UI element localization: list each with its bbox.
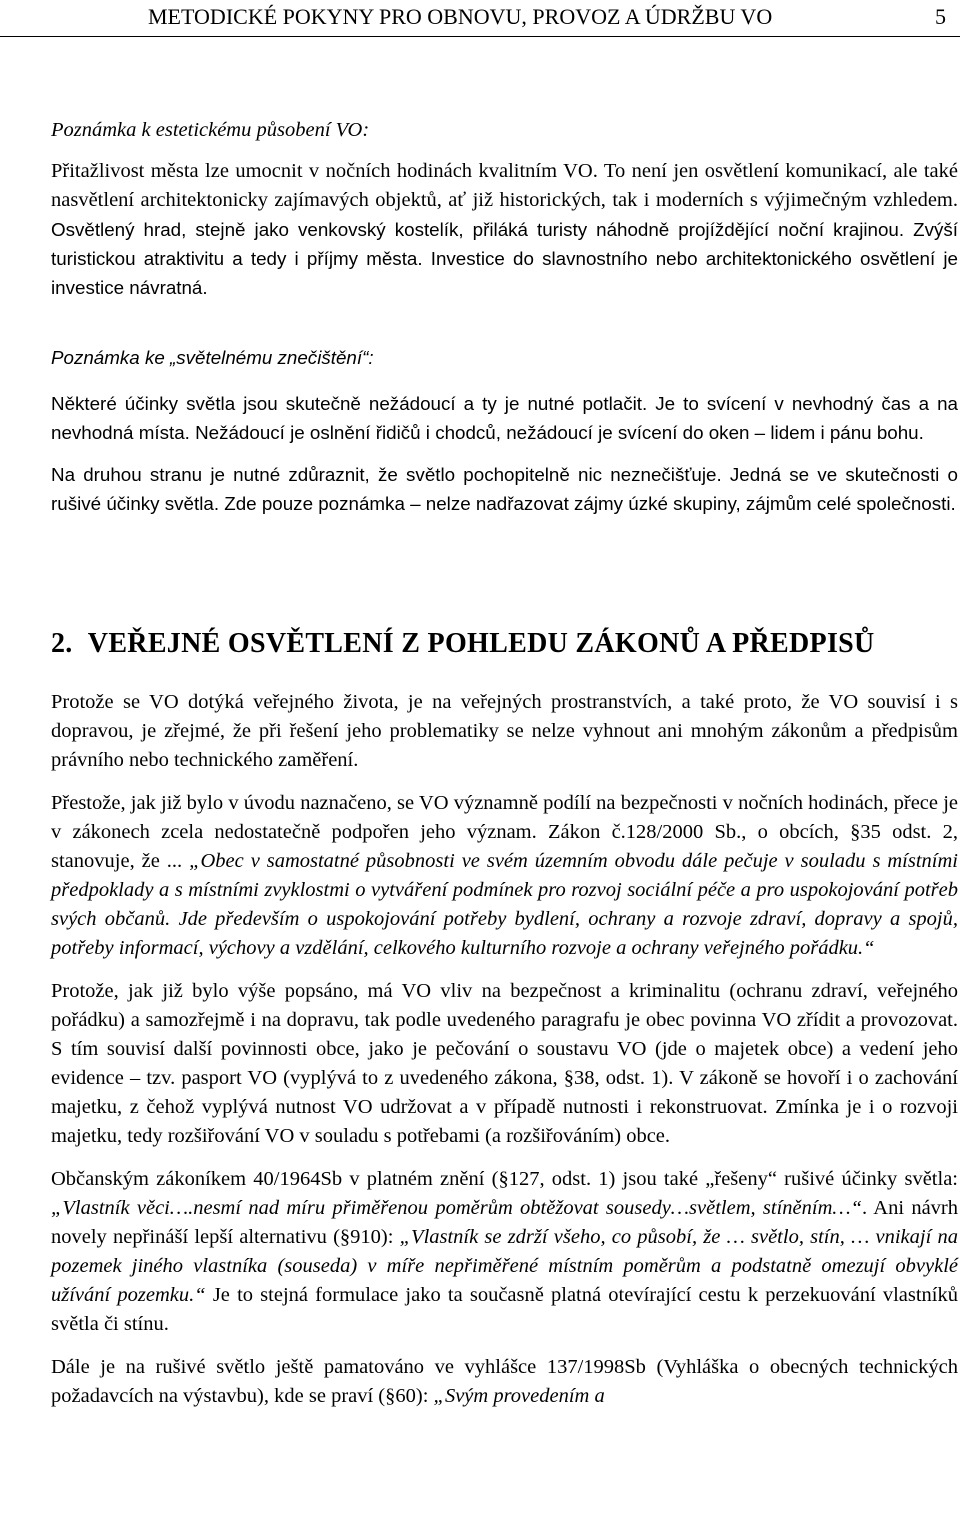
note-aesthetic-text-sans: Osvětlený hrad, stejně jako venkovský kostelík, přiláká turisty náhodně projíždějící noční krajinou. Zvýší turistickou atraktivitu a tedy i příjmy města. Investice do slavnostního nebo architektonického osvětlení je investice návratná. <box>51 219 958 298</box>
body-paragraph-2 <box>51 789 958 963</box>
body-paragraph-4-quote-b: „Vlastník se zdrží všeho, co působí, že … světlo, stín, … vnikají na pozemek jiného vlastníka (souseda) v míře nepřiměřené místním poměrům a podstatně omezují obvyklé užívání pozemku.“ <box>51 1226 958 1306</box>
section-heading <box>51 628 931 660</box>
body-paragraph-4-text-a: Občanským zákoníkem 40/1964Sb v platném znění (§127, odst. 1) jsou také „řešeny“ rušivé účinky světla: <box>51 1168 958 1190</box>
page-header <box>0 0 960 37</box>
note-aesthetic-title: Poznámka k estetickému působení VO: <box>51 119 370 141</box>
note-pollution-paragraph-2: Na druhou stranu je nutné zdůraznit, že světlo pochopitelně nic neznečišťuje. Jedná se ve skutečnosti o rušivé účinky světla. Zde pouze poznámka – nelze nadřazovat zájmy úzké skupiny, zájmům celé společnosti. <box>51 464 958 514</box>
body-paragraph-4-text-c: Je to stejná formulace jako ta současně platná otevírající cestu k perzekuování vlastníků světla či stínu. <box>51 1284 958 1335</box>
section-body <box>51 688 958 1411</box>
section-number: 2. <box>51 628 73 659</box>
note-pollution-title: Poznámka ke „světelnému znečištění“: <box>51 347 374 368</box>
note-aesthetic <box>51 116 958 302</box>
note-aesthetic-text-serif: Přitažlivost města lze umocnit v nočních hodinách kvalitním VO. To není jen osvětlení komunikací, ale také nasvětlení architektonicky zajímavých objektů, ať již historických, tak i moderních s výjimečným vzhledem. <box>51 160 958 211</box>
body-paragraph-5-quote: „Svým provedením a <box>433 1385 605 1407</box>
note-pollution-paragraph-1: Některé účinky světla jsou skutečně nežádoucí a ty je nutné potlačit. Je to svícení v nevhodný čas a na nevhodná místa. Nežádoucí je oslnění řidičů i chodců, nežádoucí je svícení do oken – lidem i pánu bohu. <box>51 393 958 443</box>
body-paragraph-5 <box>51 1353 958 1411</box>
body-paragraph-1: Protože se VO dotýká veřejného života, je na veřejných prostranstvích, a také proto, že VO souvisí i s dopravou, je zřejmé, že při řešení jeho problematiky se nelze vyhnout ani mnohým zákonům a předpisům právního nebo technického zaměření. <box>51 691 958 771</box>
body-paragraph-4-text-b: . Ani návrh novely nepřináší lepší alternativu (§910): <box>51 1197 959 1248</box>
body-paragraph-5-text: Dále je na rušivé světlo ještě pamatováno ve vyhlášce 137/1998Sb (Vyhláška o obecných technických požadavcích na výstavbu), kde se praví (§60): <box>51 1356 958 1407</box>
body-paragraph-2-quote-cont: Jde především o uspokojování potřeby bydlení, ochrany a rozvoje zdraví, dopravy a spojů, potřeby informací, výchovy a vzdělání, celkového kulturního rozvoje a ochrany veřejného pořádku.“ <box>51 908 958 959</box>
page-number: 5 <box>935 4 946 29</box>
body-paragraph-2-text: Přestože, jak již bylo v úvodu naznačeno, se VO významně podílí na bezpečnosti v nočních hodinách, přece je v zákonech zcela nedostatečně podpořen jeho význam. Zákon č.128/2000 Sb., o obcích, §35 odst. 2, stanovuje, že ... <box>51 792 958 872</box>
section-title: VEŘEJNÉ OSVĚTLENÍ Z POHLEDU ZÁKONŮ A PŘEDPISŮ <box>87 628 875 659</box>
body-paragraph-4-quote-a: „Vlastník věci….nesmí nad míru přiměřenou poměrům obtěžovat sousedy…světlem, stíněním…“ <box>51 1197 863 1219</box>
body-paragraph-4 <box>51 1165 958 1339</box>
header-title: METODICKÉ POKYNY PRO OBNOVU, PROVOZ A ÚDRŽBU VO <box>148 4 773 29</box>
body-paragraph-3: Protože, jak již bylo výše popsáno, má VO vliv na bezpečnost a kriminalitu (ochranu zdraví, veřejného pořádku) a samozřejmě i na dopravu, tak podle uvedeného paragrafu je obec povinna VO zřídit a provozovat. S tím souvisí další povinnosti obce, jako je pečování o soustavu VO (jde o majetek obce) a vedení jeho evidence – tzv. pasport VO (vyplývá to z uvedeného zákona, §38, odst. 1). V zákoně se hovoří i o zachování majetku, z čehož vyplývá nutnost VO udržovat a v případě nutnosti i rekonstruovat. Zmínka je i o rozvoji majetku, tedy rozšiřování VO v souladu s potřebami (a rozšiřováním) obce. <box>51 980 958 1147</box>
note-pollution <box>51 343 958 518</box>
note-aesthetic-text <box>51 157 958 302</box>
body-paragraph-2-quote: „Obec v samostatné působnosti ve svém územním obvodu dále pečuje v souladu s místními předpoklady a s místními zvyklostmi o vytváření podmínek pro rozvoj sociální péče a pro uspokojování potřeb svých občanů. <box>51 850 958 930</box>
